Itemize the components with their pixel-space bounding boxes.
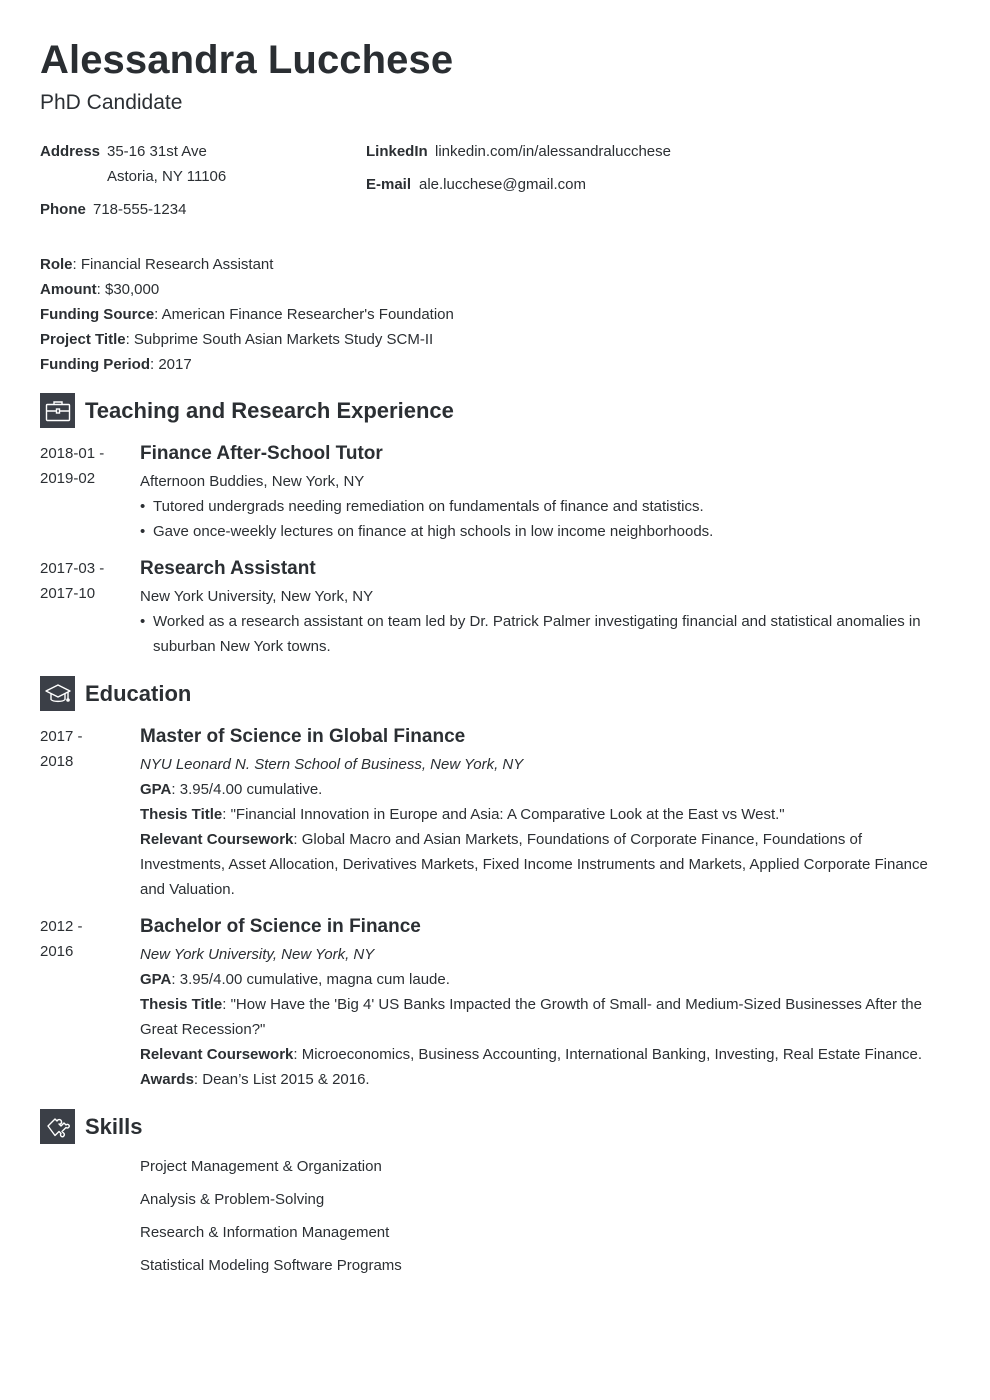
line-label: Relevant Coursework (140, 1046, 294, 1063)
experience-heading: Teaching and Research Experience (85, 398, 454, 423)
school-name: NYU Leonard N. Stern School of Business, New York, NY (140, 756, 524, 773)
phone-value: 718-555-1234 (93, 201, 187, 218)
skill-item: Project Management & Organization (140, 1158, 382, 1175)
line-label: Relevant Coursework (140, 831, 294, 848)
line-value: : "How Have the 'Big 4' US Banks Impacted the Growth of Small- and Medium-Sized Businesses After the Great Recession?" (140, 996, 922, 1038)
education-heading: Education (85, 681, 192, 706)
awards-line (140, 1067, 935, 1092)
line-value: : 3.95/4.00 cumulative, magna cum laude. (171, 971, 450, 988)
bullet-item: • Worked as a research assistant on team led by Dr. Patrick Palmer investigating financial and statistical anomalies in suburban New York towns. (140, 609, 935, 659)
line-label: Awards (140, 1071, 194, 1088)
skill-item: Research & Information Management (140, 1224, 390, 1241)
line-value: : Microeconomics, Business Accounting, International Banking, Investing, Real Estate Finance. (293, 1046, 923, 1063)
funding-project-value: : Subprime South Asian Markets Study SCM-II (125, 331, 434, 348)
funding-source (40, 302, 454, 327)
line-label: Thesis Title (140, 996, 223, 1013)
job-bullets (140, 609, 935, 659)
linkedin-label: LinkedIn (366, 143, 428, 160)
date-start: 2012 - (40, 918, 83, 935)
gpa-line (140, 967, 935, 992)
funding-project-title (40, 327, 433, 352)
thesis-line (140, 992, 935, 1042)
skill-item: Analysis & Problem-Solving (140, 1191, 325, 1208)
entry-body (140, 556, 935, 659)
thesis-line (140, 802, 935, 827)
funding-role-label: Role (40, 256, 73, 273)
skill-item: Statistical Modeling Software Programs (140, 1257, 402, 1274)
entry-date (40, 914, 130, 964)
funding-period (40, 352, 192, 377)
degree-title: Master of Science in Global Finance (140, 726, 466, 747)
phone-label: Phone (40, 201, 86, 218)
date-end: 2018 (40, 753, 74, 770)
candidate-title: PhD Candidate (40, 91, 183, 114)
date-end: 2016 (40, 943, 74, 960)
linkedin-link[interactable]: linkedin.com/in/alessandralucchese (435, 143, 671, 160)
gpa-line (140, 777, 935, 802)
funding-role-value: : Financial Research Assistant (72, 256, 274, 273)
funding-period-value: : 2017 (150, 356, 192, 373)
experience-section-header (40, 393, 740, 429)
address-label: Address (40, 143, 101, 160)
date-end: 2019-02 (40, 470, 96, 487)
funding-source-label: Funding Source (40, 306, 155, 323)
funding-amount (40, 277, 159, 302)
job-title: Research Assistant (140, 558, 316, 579)
date-start: 2017 - (40, 728, 83, 745)
job-organization: Afternoon Buddies, New York, NY (140, 473, 365, 490)
funding-period-label: Funding Period (40, 356, 150, 373)
job-title: Finance After-School Tutor (140, 443, 383, 464)
puzzle-icon (40, 1109, 75, 1144)
funding-amount-value: : $30,000 (96, 281, 160, 298)
address-line2: Astoria, NY 11106 (107, 168, 227, 185)
skills-section-header (40, 1109, 740, 1145)
entry-body (140, 724, 935, 902)
funding-source-value: : American Finance Researcher's Foundation (154, 306, 454, 323)
entry-body (140, 441, 935, 544)
job-organization: New York University, New York, NY (140, 588, 374, 605)
entry-date (40, 556, 130, 606)
entry-date (40, 724, 130, 774)
bullet-item: • Gave once-weekly lectures on finance at high schools in low income neighborhoods. (140, 519, 935, 544)
coursework-line (140, 1042, 935, 1067)
date-start: 2017-03 - (40, 560, 105, 577)
bullet-item: • Tutored undergrads needing remediation on fundamentals of finance and statistics. (140, 494, 935, 519)
graduation-cap-icon (40, 676, 75, 711)
funding-amount-label: Amount (40, 281, 97, 298)
line-value: : "Financial Innovation in Europe and Asia: A Comparative Look at the East vs West." (222, 806, 785, 823)
funding-project-label: Project Title (40, 331, 126, 348)
date-end: 2017-10 (40, 585, 96, 602)
address-line1: 35-16 31st Ave (107, 143, 207, 160)
funding-role (40, 252, 273, 277)
briefcase-icon (40, 393, 75, 428)
line-value: : Dean’s List 2015 & 2016. (193, 1071, 370, 1088)
entry-date (40, 441, 130, 491)
job-bullets (140, 494, 935, 544)
email-label: E-mail (366, 176, 412, 193)
degree-title: Bachelor of Science in Finance (140, 916, 421, 937)
education-section-header (40, 676, 740, 712)
email-link[interactable]: ale.lucchese@gmail.com (419, 176, 586, 193)
line-label: Thesis Title (140, 806, 223, 823)
school-name: New York University, New York, NY (140, 946, 375, 963)
skills-heading: Skills (85, 1114, 143, 1139)
candidate-name: Alessandra Lucchese (40, 38, 454, 82)
line-value: : 3.95/4.00 cumulative. (171, 781, 323, 798)
entry-body (140, 914, 935, 1092)
line-label: GPA (140, 971, 172, 988)
date-start: 2018-01 - (40, 445, 105, 462)
line-value: : Global Macro and Asian Markets, Foundations of Corporate Finance, Foundations of Investments, Asset Allocation, Derivatives Markets, Fixed Income Instruments and Markets, Applied Corporate Finance and Valuation. (140, 831, 928, 898)
line-label: GPA (140, 781, 172, 798)
coursework-line (140, 827, 935, 902)
